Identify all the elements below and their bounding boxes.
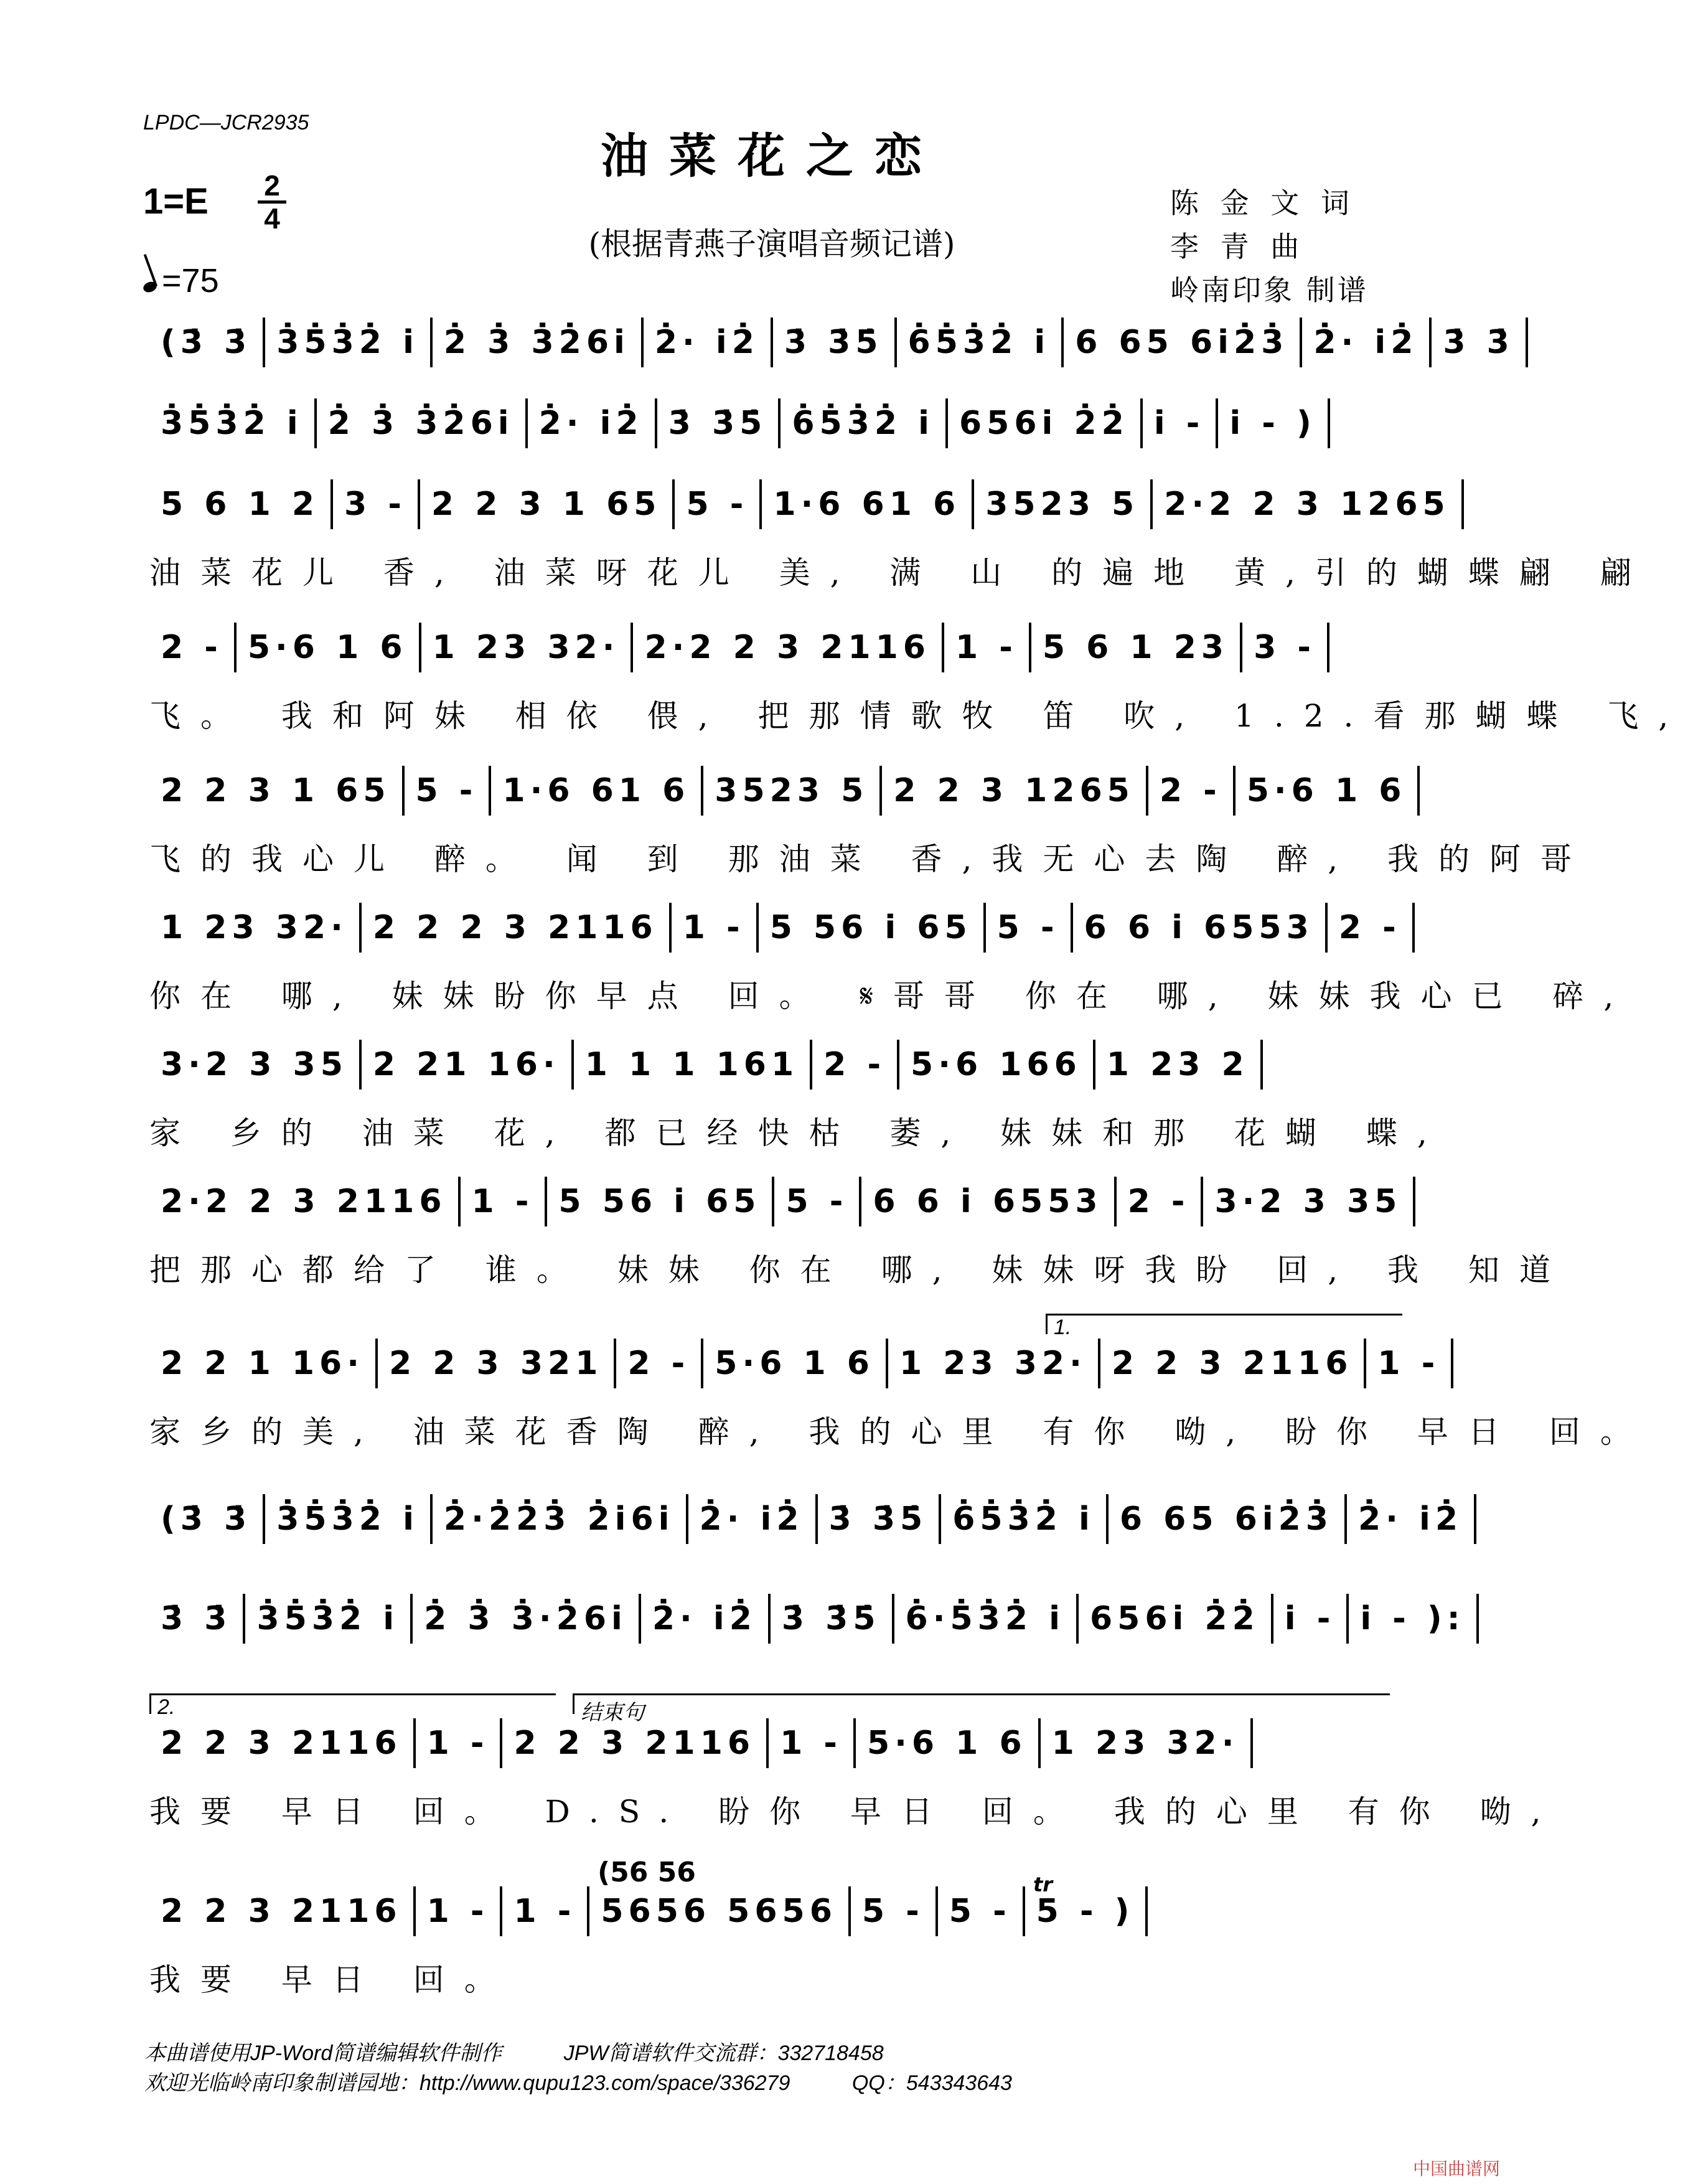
- lyrics-row: 把那心都给了 谁。 妹妹 你在 哪, 妹妹呀我盼 回, 我 知道: [149, 1252, 1570, 1288]
- measure: 2 -: [1148, 766, 1236, 816]
- measure: 3̇ 3̇: [1432, 318, 1527, 367]
- meter-bottom: 4: [264, 202, 280, 235]
- measure: 656i 2̇2̇: [948, 398, 1143, 448]
- measure: 3 -: [333, 479, 420, 529]
- measure: 3̇5̇3̇2̇ i: [265, 1494, 433, 1544]
- measure: 2·2 2 3 2116: [633, 623, 944, 672]
- measure: 1 -: [416, 1718, 503, 1768]
- notes-row: [149, 1040, 1394, 1090]
- measure: 5 56 i 65: [547, 1177, 774, 1226]
- measure: 3̇ 3̇5̇: [818, 1494, 942, 1544]
- measure: 2̇ 3̇ 3̇·2̇6i: [413, 1594, 641, 1644]
- trill-mark: tr: [1033, 1873, 1053, 1896]
- volta-bracket: 2.: [149, 1693, 556, 1714]
- notes-row: [149, 1886, 1394, 1936]
- measure: 6̇5̇3̇2̇ i: [897, 318, 1064, 367]
- time-signature: [256, 171, 288, 233]
- score-line: [149, 903, 1634, 1043]
- measure: 3̇ 3̇5̇: [773, 318, 897, 367]
- measure: 2̇ 3̇ 3̇2̇6i: [433, 318, 644, 367]
- measure: 5 -: [938, 1886, 1025, 1936]
- measure: 5 6 1 23: [1031, 623, 1242, 672]
- key-signature: 1=E: [143, 181, 209, 222]
- measure: 2̇· i2̇: [644, 318, 773, 367]
- footer-software: 本曲谱使用JP-Word简谱编辑软件制作: [144, 2041, 502, 2065]
- measure: 3̇5̇3̇2̇ i: [149, 398, 317, 448]
- measure: i -: [1143, 398, 1219, 448]
- score-code: LPDC—JCR2935: [143, 111, 309, 134]
- measure: 2 2 3 1 65: [420, 479, 675, 529]
- measure: 2 2 3 2116: [1100, 1339, 1367, 1388]
- score-line: [149, 623, 1688, 763]
- notes-row: [149, 479, 1450, 529]
- measure: 2 -: [812, 1040, 899, 1090]
- score-line: [149, 1695, 1561, 1858]
- measure: 2̇· i2̇: [641, 1594, 771, 1644]
- measure: 2 -: [1328, 903, 1415, 953]
- measure: 6 6 i 6553: [1073, 903, 1328, 953]
- lyricist-credit: 陈 金 文 词: [1170, 186, 1356, 220]
- measure: 5 -: [986, 903, 1073, 953]
- measure: i - ):: [1349, 1594, 1478, 1644]
- measure: 2 21 16·: [362, 1040, 574, 1090]
- grace-notes: (56 56: [598, 1857, 696, 1888]
- measure: i - ): [1218, 398, 1329, 448]
- measure: 2 -: [1117, 1177, 1204, 1226]
- measure: 5 -: [774, 1177, 861, 1226]
- notes-row: [149, 1718, 1394, 1768]
- measure: 3·2 3 35: [1203, 1177, 1415, 1226]
- lyrics-row: 你在 哪, 妹妹盼你早点 回。 𝄋哥哥 你在 哪, 妹妹我心已 碎,: [149, 978, 1634, 1014]
- score-line: [149, 479, 1651, 619]
- notes-row: [149, 623, 1394, 672]
- measure: 5 -: [405, 766, 492, 816]
- measure: 5 -: [851, 1886, 938, 1936]
- footer-site: 欢迎光临岭南印象制谱园地：http://www.qupu123.com/space/336279: [144, 2071, 790, 2095]
- score-line: [149, 1857, 1394, 2026]
- quarter-note-icon: [142, 280, 158, 294]
- measure: 1 -: [769, 1718, 856, 1768]
- ending-bracket: 结束句: [573, 1693, 1390, 1714]
- measure: 5 -: [675, 479, 762, 529]
- measure: 3523 5: [974, 479, 1153, 529]
- score-line: [149, 1177, 1570, 1317]
- measure: 2 2 3 2116: [149, 1718, 416, 1768]
- measure: 5656 5656: [589, 1886, 851, 1936]
- meter-top: 2: [264, 169, 280, 202]
- measure: 2 2 3 2116: [502, 1718, 769, 1768]
- measure: 3̇ 3̇5̇: [657, 398, 781, 448]
- measure: 5·6 1 6: [237, 623, 421, 672]
- measure: 6 65 6i2̇3̇: [1064, 318, 1302, 367]
- lyrics-row: 家 乡的 油菜 花, 都已经快枯 萎, 妹妹和那 花蝴 蝶,: [149, 1115, 1447, 1151]
- measure: 1 -: [1366, 1339, 1453, 1388]
- notes-row: [149, 1177, 1402, 1226]
- footer-line-2: [144, 2066, 1012, 2096]
- tempo-marking: [143, 261, 219, 300]
- measure: 6̇5̇3̇2̇ i: [941, 1494, 1109, 1544]
- lyrics-row: 油菜花儿 香, 油菜呀花儿 美, 满 山 的遍地 黄,引的蝴蝶翩 翩: [149, 555, 1651, 591]
- measure: 5·6 1 6: [856, 1718, 1041, 1768]
- measure: 2̇· i2̇: [528, 398, 657, 448]
- measure: 1 1 1 161: [574, 1040, 812, 1090]
- measure: 2̇ 3̇ 3̇2̇6i: [317, 398, 528, 448]
- notes-row: [149, 1339, 1440, 1388]
- notes-row: [149, 903, 1401, 953]
- lyrics-row: 飞的我心儿 醉。 闻 到 那油菜 香,我无心去陶 醉, 我的阿哥: [149, 841, 1592, 877]
- measure: 2 2 1 16·: [149, 1339, 378, 1388]
- measure: 656i 2̇2̇: [1079, 1594, 1273, 1644]
- measure: 2·2 2 3 1265: [1153, 479, 1464, 529]
- measure: 1 -: [461, 1177, 548, 1226]
- measure: 1 -: [672, 903, 759, 953]
- measure: 1 23 32·: [421, 623, 634, 672]
- measure: 2 2 3 2116: [149, 1886, 416, 1936]
- measure: 3̇5̇3̇2̇ i: [265, 318, 433, 367]
- measure: (3̇ 3̇: [149, 1494, 265, 1544]
- transcriber-credit: 岭南印象 制谱: [1170, 273, 1369, 307]
- measure: 2 2 3 321: [378, 1339, 616, 1388]
- measure: 6 6 i 6553: [861, 1177, 1116, 1226]
- measure: 1·6 61 6: [491, 766, 703, 816]
- measure: 3̇ 3̇5̇: [771, 1594, 894, 1644]
- lyrics-row: 我要 早日 回。: [149, 1962, 515, 1998]
- measure: 1 23 2: [1095, 1040, 1263, 1090]
- score-line: [149, 766, 1592, 906]
- page-title: 油菜花之恋: [601, 128, 943, 184]
- measure: 3̇5̇3̇2̇ i: [245, 1594, 413, 1644]
- measure: 5 56 i 65: [759, 903, 986, 953]
- measure: (3̇ 3̇: [149, 318, 265, 367]
- measure: 2 -: [149, 623, 237, 672]
- tempo-value: =75: [162, 262, 219, 299]
- lyrics-row: 家乡的美, 油菜花香陶 醉, 我的心里 有你 呦, 盼你 早日 回。: [149, 1414, 1651, 1450]
- measure: 2̇· i2̇: [1347, 1494, 1476, 1544]
- score-line: [149, 1040, 1447, 1180]
- measure: 3̇ 3̇: [149, 1594, 245, 1644]
- measure: 3 -: [1242, 623, 1329, 672]
- notes-row: [149, 1494, 1463, 1544]
- measure: 2̇· i2̇: [1302, 318, 1432, 367]
- measure: 1 23 32·: [888, 1339, 1100, 1388]
- measure: 6̇5̇3̇2̇ i: [781, 398, 948, 448]
- measure: 2 2 2 3 2116: [362, 903, 672, 953]
- measure: 3·2 3 35: [149, 1040, 362, 1090]
- footer-qq: QQ：543343643: [851, 2071, 1012, 2095]
- measure: 2̇·2̇2̇3̇ 2̇i6i: [433, 1494, 688, 1544]
- measure: 2̇· i2̇: [688, 1494, 818, 1544]
- measure: 5 6 1 2: [149, 479, 333, 529]
- measure: 2·2 2 3 2116: [149, 1177, 461, 1226]
- footer-group: JPW简谱软件交流群：332718458: [563, 2041, 884, 2065]
- measure: 1 23 32·: [149, 903, 362, 953]
- notes-row: [149, 398, 1394, 448]
- measure: 5 - ): [1025, 1886, 1148, 1936]
- measure: 2 2 3 1265: [882, 766, 1148, 816]
- measure: 1 -: [944, 623, 1031, 672]
- page-subtitle: (根据青燕子演唱音频记谱): [588, 226, 955, 262]
- lyrics-row: 飞。 我和阿妹 相依 偎, 把那情歌牧 笛 吹, 1.2.看那蝴蝶 飞,: [149, 698, 1688, 734]
- measure: 5·6 1 6: [1236, 766, 1420, 816]
- footer-line-1: [144, 2036, 884, 2066]
- measure: 5·6 1 6: [703, 1339, 888, 1388]
- notes-row: [149, 766, 1407, 816]
- measure: 6̇·5̇3̇2̇ i: [894, 1594, 1079, 1644]
- measure: 6 65 6i2̇3̇: [1109, 1494, 1347, 1544]
- measure: i -: [1273, 1594, 1349, 1644]
- measure: 5·6 166: [899, 1040, 1095, 1090]
- measure: 1 -: [502, 1886, 589, 1936]
- measure: 1 -: [416, 1886, 503, 1936]
- measure: 1·6 61 6: [762, 479, 974, 529]
- notes-row: [149, 1594, 1465, 1644]
- score-line: [149, 1316, 1651, 1479]
- measure: 2 2 3 1 65: [149, 766, 405, 816]
- site-watermark: 中国曲谱网: [1413, 2159, 1501, 2178]
- measure: 3523 5: [703, 766, 882, 816]
- volta-bracket: 1.: [1046, 1314, 1402, 1334]
- composer-credit: 李 青 曲: [1170, 230, 1306, 263]
- lyrics-row: 我要 早日 回。 D.S. 盼你 早日 回。 我的心里 有你 呦,: [149, 1794, 1561, 1830]
- measure: 2 -: [616, 1339, 703, 1388]
- measure: 1 23 32·: [1041, 1718, 1253, 1768]
- notes-row: [149, 318, 1514, 367]
